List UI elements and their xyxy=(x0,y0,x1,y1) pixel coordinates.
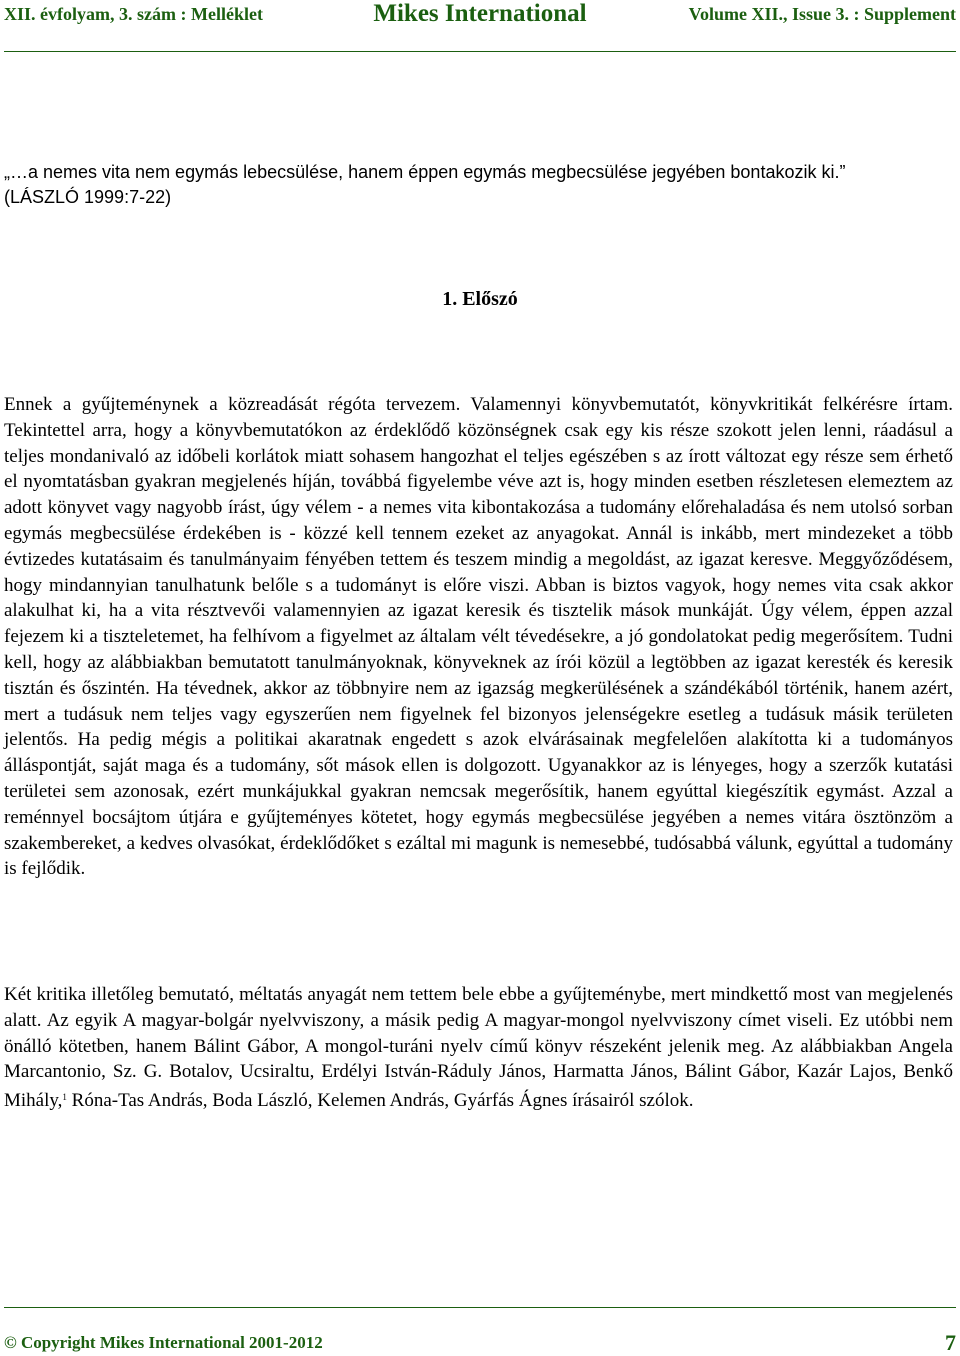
header-issue-english: Volume XII., Issue 3. : Supplement xyxy=(688,4,956,24)
body-paragraph-2 xyxy=(4,982,953,1114)
header-journal-title: Mikes International xyxy=(373,0,587,27)
page-footer xyxy=(4,1328,956,1356)
section-title: 1. Előszó xyxy=(442,288,518,310)
header-issue-hungarian: XII. évfolyam, 3. szám : Melléklet xyxy=(4,4,263,24)
page-header xyxy=(4,2,956,32)
epigraph-citation: (LÁSZLÓ 1999:7-22) xyxy=(4,187,172,207)
paragraph-2-text-continued: Róna-Tas András, Boda László, Kelemen András, Gyárfás Ágnes írásairól szólok. xyxy=(66,1090,694,1112)
paragraph-2-text: Két kritika illetőleg bemutató, méltatás anyagát nem tettem bele ebbe a gyűjteménybe, mert mindkettő most van megjelenés alatt. Az egyik A magyar-bolgár nyelvviszony, a másik pedig A magyar-mongol nyelvviszony címet viseli. Ez utóbbi nem önálló kötetben, hanem Bálint Gábor, A mongol-turáni nyelv című könyv részeként jelenik meg. Az alábbiakban Angela Marcantonio, Sz. G. Botalov, Ucsiraltu, Erdélyi István-Ráduly János, Harmatta János, Bálint Gábor, Kazár Lajos, Benkő Mihály, xyxy=(4,984,953,1112)
page-number: 7 xyxy=(945,1330,956,1355)
header-divider xyxy=(4,51,956,52)
epigraph-text: „…a nemes vita nem egymás lebecsülése, hanem éppen egymás megbecsülése jegyében bontakozik ki.” xyxy=(4,162,846,182)
copyright-notice: © Copyright Mikes International 2001-2012 xyxy=(4,1333,323,1352)
body-paragraph-1: Ennek a gyűjteménynek a közreadását régóta tervezem. Valamennyi könyvbemutatót, könyvkritikát felkérésre írtam. Tekintettel arra, hogy a könyvbemutatókon az érdeklődő közönségnek csak egy kis része szokott jelen lenni, ráadásul a teljes mondanivaló az időbeli korlátok miatt sohasem hangozhat el teljes egészében s az írott változat egy része sem érhető el nyomtatásban gyakran megjelenés híján, továbbá figyelembe véve azt is, hogy minden esetben részletesen elemeztem az adott könyvet vagy nagyobb írást, úgy vélem - a nemes vita kibontakozása a tudomány előrehaladása és nem utolsó sorban egymás megbecsülése érdekében is - közzé kell tennem ezeket az anyagokat. Annál is inkább, mert mindezeket a több évtizedes kutatásaim és tanulmányaim fényében tettem és teszem mindig a megoldást, az igazat keresve. Meggyőződésem, hogy mindannyian tanulhatunk belőle s a tudományt is előre viszi. Abban is biztos vagyok, hogy nemes vita csak akkor alakulhat ki, ha a vita résztvevői valamennyien az igazat keresik és tisztelik mások munkáját. Úgy vélem, éppen azzal fejezem ki a tiszteletemet, ha felhívom a figyelmet az általam vélt tévedésekre, a jó gondolatokat pedig megerősítem. Tudni kell, hogy az alábbiakban bemutatott tanulmányoknak, könyveknek az írói közül a legtöbben az igazat keresték és keresik tisztán és őszintén. Ha tévednek, akkor az többnyire nem az igazság megkerülésének a szándékából történik, hanem azért, mert a tudásuk nem teljes vagy egyszerűen nem figyelnek fel bizonyos jelenségekre esetleg a tudásuk másik területen jelentős. Ha pedig mégis a politikai akaratnak engedett s azok elvárásainak megfelelően alakította ki a tudományos álláspontját, saját maga és a tudomány, sőt mások ellen is dolgozott. Ugyanakkor az is lényeges, hogy a szerzők kutatási területei sem azonosak, ezért munkájukkal gyakran nemcsak megerősítik, hanem egyúttal kiegészítik egymást. Azzal a reménnyel bocsájtom útjára e gyűjteményes kötetet, hogy egymás megbecsülése jegyében a nemes vitára ösztönzöm a szakembereket, a kedves olvasókat, érdeklődőket s ezáltal mi magunk is nemesebbé, tudósabbá válunk, egyúttal a tudomány is fejlődik. xyxy=(4,394,953,880)
epigraph xyxy=(4,160,952,210)
footnote-reference[interactable]: 1 xyxy=(62,1092,67,1103)
footer-divider xyxy=(4,1307,956,1308)
